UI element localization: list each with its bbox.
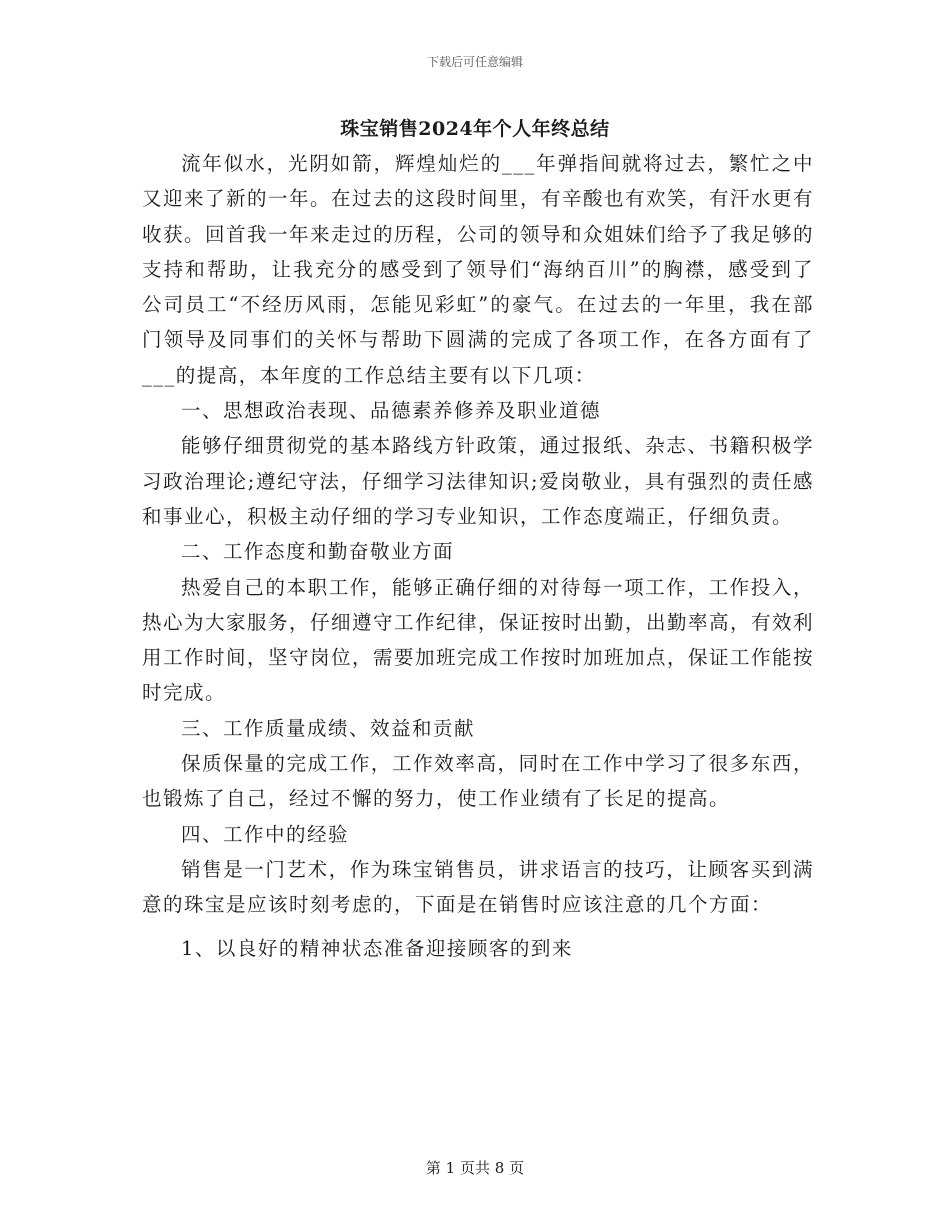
document-body [142, 146, 814, 966]
page-footer: 第 1 页共 8 页 [425, 1159, 525, 1177]
section-paragraph-4: 销售是一门艺术，作为珠宝销售员，讲求语言的技巧，让顾客买到满意的珠宝是应该时刻考虑的，下面是在销售时应该注意的几个方面： [142, 857, 814, 917]
section-heading-2: 二、工作态度和勤奋敬业方面 [181, 540, 455, 564]
list-item-1: 1、以良好的精神状态准备迎接顾客的到来 [181, 936, 573, 960]
section-heading-1: 一、思想政治表现、品德素养修养及职业道德 [181, 399, 602, 423]
section-heading-4: 四、工作中的经验 [181, 822, 350, 846]
section-paragraph-3: 保质保量的完成工作，工作效率高，同时在工作中学习了很多东西，也锻炼了自己，经过不懈的努力，使工作业绩有了长足的提高。 [142, 752, 814, 811]
document-title: 珠宝销售2024年个人年终总结 [340, 118, 610, 140]
section-paragraph-1: 能够仔细贯彻党的基本路线方针政策，通过报纸、杂志、书籍积极学习政治理论;遵纪守法，仔细学习法律知识;爱岗敬业，具有强烈的责任感和事业心，积极主动仔细的学习专业知识，工作态度端正，仔细负责。 [142, 434, 814, 528]
header-note: 下载后可任意编辑 [426, 55, 523, 69]
section-paragraph-2: 热爱自己的本职工作，能够正确仔细的对待每一项工作，工作投入，热心为大家服务，仔细遵守工作纪律，保证按时出勤，出勤率高，有效利用工作时间，坚守岗位，需要加班完成工作按时加班加点，保证工作能按时完成。 [142, 575, 815, 705]
section-heading-3: 三、工作质量成绩、效益和贡献 [181, 716, 476, 740]
intro-paragraph: 流年似水，光阴如箭，辉煌灿烂的___年弹指间就将过去，繁忙之中又迎来了新的一年。在过去的这段时间里，有辛酸也有欢笑，有汗水更有收获。回首我一年来走过的历程，公司的领导和众姐妹们给予了我足够的支持和帮助，让我充分的感受到了领导们“海纳百川”的胸襟，感受到了公司员工“不经历风雨，怎能见彩虹”的豪气。在过去的一年里，我在部门领导及同事们的关怀与帮助下圆满的完成了各项工作，在各方面有了___的提高，本年度的工作总结主要有以下几项： [142, 152, 815, 387]
